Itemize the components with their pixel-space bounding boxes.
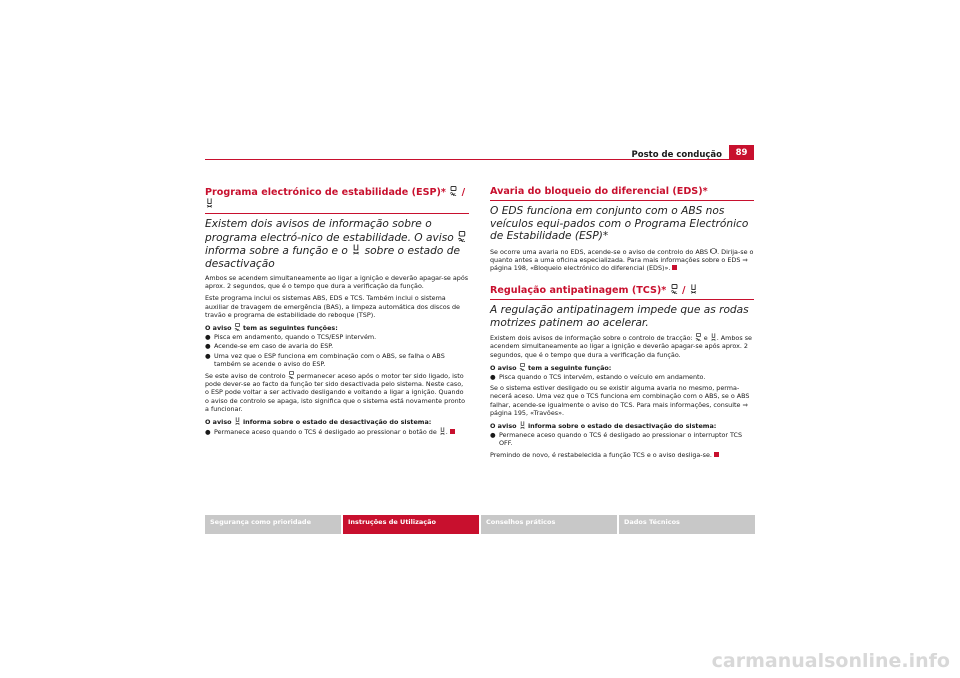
esp-off-icon bbox=[710, 333, 717, 341]
bullet-icon: ● bbox=[205, 351, 211, 360]
esp-off-icon bbox=[234, 417, 241, 425]
bold-label: O aviso tem as seguintes funções: bbox=[205, 324, 338, 333]
list-item: ● Permanece aceso quando o TCS é desligado ao pressionar o interruptor TCS OFF. bbox=[490, 431, 743, 448]
esp-warning-icon bbox=[457, 231, 467, 242]
footer-tab-instrucoes[interactable]: Instruções de Utilização bbox=[343, 515, 479, 534]
esp-off-icon bbox=[439, 427, 446, 435]
bullet-icon: ● bbox=[490, 372, 496, 381]
bullet-icon: ● bbox=[205, 333, 211, 342]
esp-warning-icon bbox=[234, 323, 241, 331]
paragraph: Este programa inclui os sistemas ABS, EDS e TCS. Também inclui o sistema auxiliar de travagem de emergência (BAS), a limpeza automática dos discos de travão e programa de estabilidade do reboque (TSP). bbox=[205, 294, 460, 319]
paragraph: Se este aviso de controlo permanecer aceso após o motor ter sido ligado, isto pode dever-se ao facto da função ter sido desactivada pelo sistema. Neste caso, o ESP pode voltar a ser activado desligando e voltando a ligar a ignição. Quando o aviso de controlo se apaga, isto significa que o sistema está novamente pronto a funcionar. bbox=[205, 372, 466, 413]
right-column bbox=[490, 186, 754, 463]
list-item: ● Acende-se em caso de avaria do ESP. bbox=[205, 342, 334, 351]
footer-nav bbox=[205, 515, 757, 534]
esp-warning-icon bbox=[449, 186, 458, 196]
esp-off-icon bbox=[519, 421, 526, 429]
bullet-icon: ● bbox=[205, 342, 211, 351]
end-of-section-icon bbox=[450, 429, 455, 434]
esp-off-icon bbox=[689, 284, 698, 294]
esp-warning-icon bbox=[288, 371, 295, 379]
footer-tab-seguranca[interactable]: Segurança como prioridade bbox=[205, 515, 341, 534]
list-item: ● Permanece aceso quando o TCS é desligado ao pressionar o botão de . bbox=[205, 427, 469, 436]
esp-warning-icon bbox=[670, 284, 679, 294]
watermark: carmanualsonline.info bbox=[711, 650, 950, 672]
bullet-icon: ● bbox=[205, 428, 211, 437]
bold-label: O aviso informa sobre o estado de desactivação do sistema: bbox=[490, 421, 717, 430]
paragraph: Se o sistema estiver desligado ou se existir alguma avaria no mesmo, perma-necerá aceso. Uma vez que o TCS funciona em combinação com o ABS, se o ABS falhar, acende-se igualmente o aviso do TCS. Para mais informações, consulte ⇒ página 195, «Travões». bbox=[490, 384, 750, 417]
bold-label: O aviso informa sobre o estado de desactivação do sistema: bbox=[205, 418, 432, 427]
end-of-section-icon bbox=[714, 452, 719, 457]
paragraph: Se ocorre uma avaria no EDS, acende-se o aviso de controlo do ABS . Dirija-se o quanto antes a uma oficina especializada. Para mais informações sobre o EDS ⇒ página 198, «Bloqueio electrónico do diferencial (EDS)». bbox=[490, 247, 754, 272]
esp-warning-icon bbox=[519, 363, 526, 371]
end-of-section-icon bbox=[672, 265, 677, 270]
left-column bbox=[205, 186, 469, 437]
paragraph: Ambos se acendem simultaneamente ao ligar a ignição e deverão apagar-se após aprox. 2 segundos, que é o tempo que dura a verificação da função. bbox=[205, 274, 469, 291]
heading-tcs: Regulação antipatinagem (TCS)* / bbox=[490, 284, 754, 300]
esp-off-icon bbox=[351, 244, 361, 255]
intro-tcs: A regulação antipatinagem impede que as rodas motrizes patinem ao acelerar. bbox=[490, 304, 749, 329]
heading-eds: Avaria do bloqueio do diferencial (EDS)* bbox=[490, 186, 754, 201]
footer-tab-conselhos[interactable]: Conselhos práticos bbox=[481, 515, 617, 534]
esp-warning-icon bbox=[695, 333, 702, 341]
page-section-title: Posto de condução bbox=[631, 150, 722, 160]
paragraph: Premindo de novo, é restabelecida a função TCS e o aviso desliga-se. bbox=[490, 451, 754, 459]
list-item: ● Pisca em andamento, quando o TCS/ESP intervém. bbox=[205, 333, 377, 342]
bold-label: O aviso tem a seguinte função: bbox=[490, 363, 612, 372]
list-item: ● Uma vez que o ESP funciona em combinação com o ABS, se falha o ABS também se acende o aviso do ESP. bbox=[205, 351, 445, 368]
intro-esp: Existem dois avisos de informação sobre o programa electró-nico de estabilidade. O aviso informa sobre a função e o sobre o estado de desactivação bbox=[205, 218, 469, 270]
footer-tab-dados[interactable]: Dados Técnicos bbox=[619, 515, 755, 534]
intro-eds: O EDS funciona em conjunto com o ABS nos veículos equi-pados com o Programa Electrónico de Estabilidade (ESP)* bbox=[490, 205, 749, 242]
paragraph: Existem dois avisos de informação sobre o controlo de tracção: e . Ambos se acendem simultaneamente ao ligar a ignição e deverão apagar-se após aprox. 2 segundos, que é o tempo que dura a verificação da função. bbox=[490, 334, 752, 359]
heading-esp: Programa electrónico de estabilidade (ESP)* / bbox=[205, 186, 469, 214]
list-item: ● Pisca quando o TCS intervém, estando o veículo em andamento. bbox=[490, 372, 706, 381]
esp-off-icon bbox=[205, 198, 214, 208]
page-number: 89 bbox=[729, 145, 754, 160]
bullet-icon: ● bbox=[490, 431, 496, 440]
